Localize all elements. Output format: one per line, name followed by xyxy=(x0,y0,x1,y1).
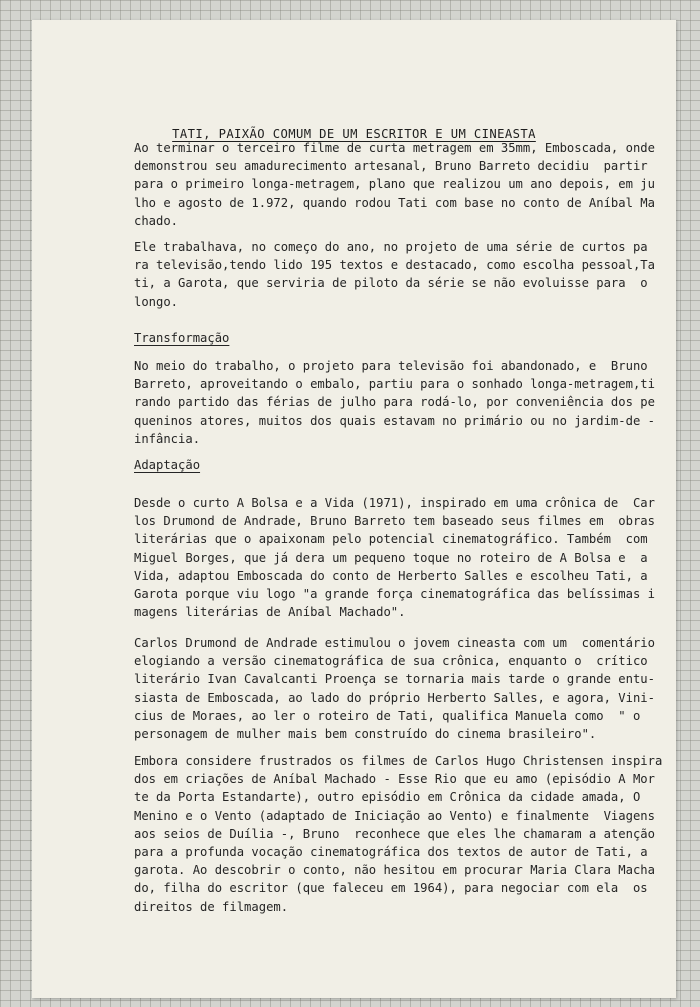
text-line: longo. xyxy=(134,294,179,309)
text-line: No meio do trabalho, o projeto para televisão foi abandonado, e Bruno xyxy=(134,359,648,373)
text-line: los Drumond de Andrade, Bruno Barreto tem baseado seus filmes em obras xyxy=(134,514,655,529)
text-line: Carlos Drumond de Andrade estimulou o jovem cineasta com um comentário xyxy=(134,636,655,650)
text-line: Barreto, aproveitando o embalo, partiu para o sonhado longa-metragem,ti xyxy=(134,377,655,392)
text-line: Menino e o Vento (adaptado de Iniciação ao Vento) e finalmente Viagens xyxy=(134,808,655,823)
text-line: ra televisão,tendo lido 195 textos e destacado, como escolha pessoal,Ta xyxy=(134,258,655,273)
text-line: literárias que o apaixonam pelo potencial cinematográfico. Também com xyxy=(134,532,648,547)
text-line: siasta de Emboscada, ao lado do próprio Herberto Salles, e agora, Vini- xyxy=(134,690,655,705)
text-line: infância. xyxy=(134,431,201,446)
text-line: literário Ivan Cavalcanti Proença se tornaria mais tarde o grande entu- xyxy=(134,672,655,687)
text-line: magens literárias de Aníbal Machado". xyxy=(134,605,406,620)
text-line: Garota porque viu logo "a grande força cinematográfica das belíssimas i xyxy=(134,587,655,601)
text-line: te da Porta Estandarte), outro episódio em Crônica da cidade amada, O xyxy=(134,790,641,805)
text-line: Miguel Borges, que já dera um pequeno toque no roteiro de A Bolsa e a xyxy=(134,550,648,565)
text-line: dos em criações de Aníbal Machado - Esse Rio que eu amo (episódio A Mor xyxy=(134,772,655,787)
text-line: chado. xyxy=(134,213,179,228)
typewritten-page xyxy=(32,20,676,998)
text-line: Ele trabalhava, no começo do ano, no projeto de uma série de curtos pa xyxy=(134,240,648,254)
text-line: para a profunda vocação cinematográfica dos textos de autor de Tati, a xyxy=(134,845,648,859)
text-line: Ao terminar o terceiro filme de curta metragem em 35mm, Emboscada, onde xyxy=(134,141,655,155)
text-line: para o primeiro longa-metragem, plano que realizou um ano depois, em ju xyxy=(134,177,655,192)
section-heading: Adaptação xyxy=(134,458,201,472)
text-line: queninos atores, muitos dos quais estavam no primário ou no jardim-de - xyxy=(134,413,655,428)
text-line: cius de Moraes, ao ler o roteiro de Tati, qualifica Manuela como " o xyxy=(134,708,641,723)
text-line: Vida, adaptou Emboscada do conto de Herberto Salles e escolheu Tati, a xyxy=(134,568,648,583)
text-line: lho e agosto de 1.972, quando rodou Tati com base no conto de Aníbal Ma xyxy=(134,195,655,210)
section-heading: Transformação xyxy=(134,331,230,345)
text-line: do, filha do escritor (que faleceu em 1964), para negociar com ela os xyxy=(134,881,648,896)
text-line: ti, a Garota, que serviria de piloto da série se não evoluisse para o xyxy=(134,276,648,291)
text-line: demonstrou seu amadurecimento artesanal, Bruno Barreto decidiu partir xyxy=(134,159,648,174)
text-line: garota. Ao descobrir o conto, não hesitou em procurar Maria Clara Macha xyxy=(134,863,655,878)
text-line: elogiando a versão cinematográfica de sua crônica, enquanto o crítico xyxy=(134,654,648,669)
text-line: rando partido das férias de julho para rodá-lo, por conveniência dos pe xyxy=(134,395,655,410)
text-line: personagem de mulher mais bem construído do cinema brasileiro". xyxy=(134,727,597,741)
page-title: TATI, PAIXÃO COMUM DE UM ESCRITOR E UM CINEASTA xyxy=(172,127,536,141)
text-line: Embora considere frustrados os filmes de Carlos Hugo Christensen inspira xyxy=(134,754,663,768)
text-line: aos seios de Duília -, Bruno reconhece que eles lhe chamaram a atenção xyxy=(134,826,655,841)
text-line: Desde o curto A Bolsa e a Vida (1971), inspirado em uma crônica de Car xyxy=(134,496,655,510)
text-line: direitos de filmagem. xyxy=(134,899,289,914)
